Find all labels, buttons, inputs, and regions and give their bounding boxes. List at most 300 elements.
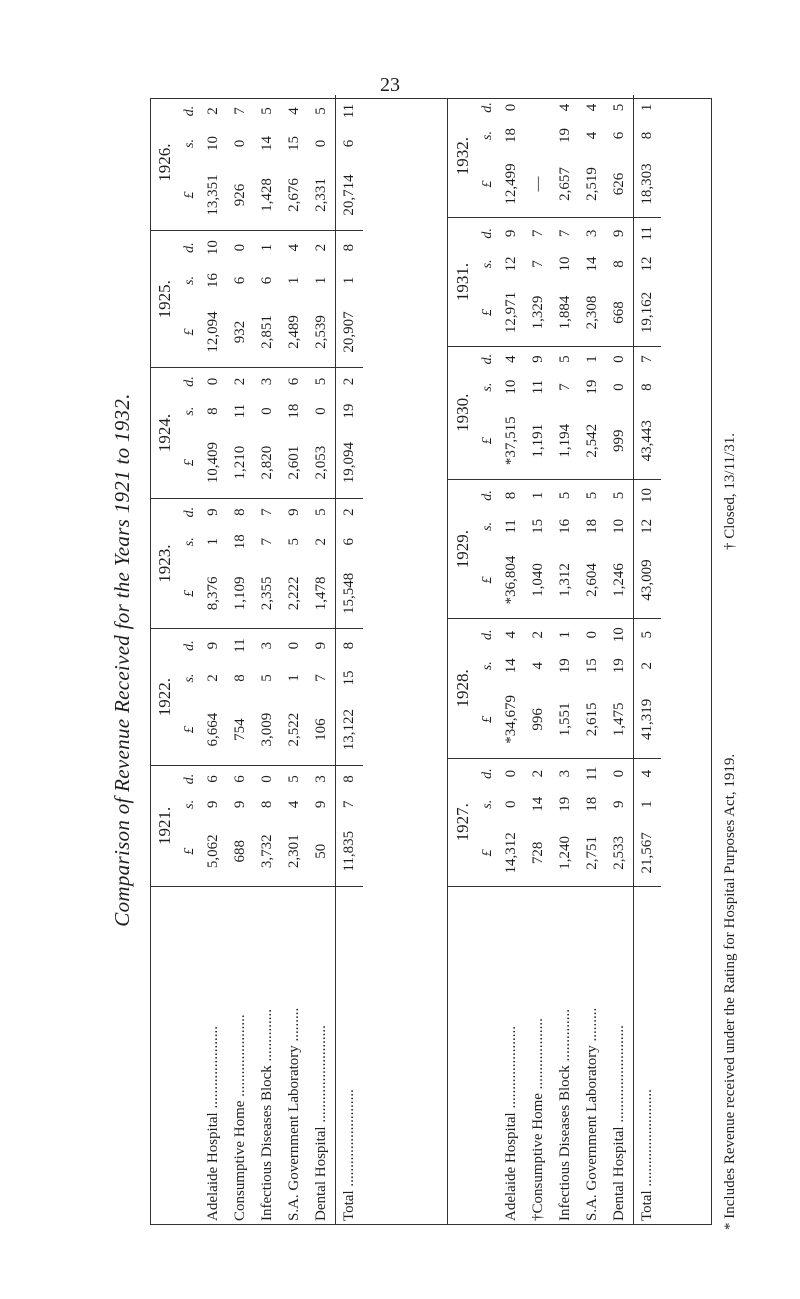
unit-header-pence: d.	[182, 242, 197, 253]
cell-pounds: 3,009	[254, 694, 281, 765]
cell-pence: 4	[584, 103, 600, 112]
cell-pence: 5	[259, 107, 275, 115]
cell-pounds: 668	[606, 279, 634, 346]
cell-shillings: 6	[611, 131, 627, 140]
unit-header-pounds: £	[478, 542, 498, 619]
cell-pounds: 1,475	[606, 681, 634, 758]
cell-pounds: 11,835	[336, 816, 364, 886]
cell-pounds: 1,040	[525, 542, 552, 619]
cell-pence: 7	[557, 229, 573, 238]
cell-shillings: 8	[634, 372, 662, 403]
cell-pence: 6	[286, 377, 302, 386]
footnote-rating-act: * Includes Revenue received under the Rating for Hospital Purposes Act, 1919.	[722, 753, 738, 1230]
cell-shillings: 0	[232, 139, 248, 148]
cell-pence: 9	[611, 229, 627, 238]
cell-pounds: 2,331	[308, 160, 336, 231]
cell-pounds: 2,522	[281, 694, 308, 765]
cell-pence: 0	[286, 641, 302, 650]
cell-shillings: 19	[557, 127, 573, 143]
cell-pence: 0	[503, 103, 519, 112]
cell-pence: 3	[313, 775, 329, 783]
unit-header-pence: d.	[182, 376, 197, 387]
cell-pounds: 19,094	[336, 428, 364, 499]
cell-pounds: *36,804	[498, 542, 525, 619]
cell-pounds: 12,499	[498, 151, 525, 218]
unit-header-pounds: £	[478, 403, 498, 480]
cell-pounds: 2,308	[579, 279, 606, 346]
cell-pounds: 1,551	[552, 681, 579, 758]
unit-header-shillings: s.	[480, 521, 495, 531]
cell-pounds: 18,303	[634, 151, 662, 218]
cell-shillings: 10	[503, 379, 519, 395]
row-label: Dental Hospital ..........................	[313, 1025, 329, 1221]
unit-header-shillings: s.	[480, 661, 495, 671]
cell-shillings: 0	[503, 800, 519, 809]
cell-shillings: 15	[584, 658, 600, 674]
cell-pounds: 14,312	[498, 820, 525, 887]
cell-pence: 1	[584, 355, 600, 363]
unit-header-pence: d.	[480, 768, 495, 779]
cell-pounds: 1,428	[254, 160, 281, 231]
unit-header-pounds: £	[180, 297, 200, 368]
cell-pence: 5	[611, 103, 627, 112]
cell-pounds: 20,907	[336, 297, 364, 368]
cell-shillings: 18	[286, 403, 302, 419]
cell-pounds: 2,539	[308, 297, 336, 368]
cell-pence	[525, 95, 552, 120]
table-row	[227, 95, 254, 1225]
unit-header-shillings: s.	[182, 276, 197, 285]
cell-pence: 1	[259, 243, 275, 252]
cell-pounds: 1,246	[606, 542, 634, 619]
cell-pounds: 12,094	[200, 297, 227, 368]
row-label: S.A. Government Laboratory .........	[584, 1007, 600, 1221]
year-header: 1929.	[448, 479, 478, 618]
cell-shillings: 11	[530, 379, 546, 395]
cell-pounds: 10,409	[200, 428, 227, 499]
cell-shillings: 1	[286, 674, 302, 682]
cell-shillings: 4	[286, 800, 302, 809]
cell-shillings: 8	[259, 800, 275, 809]
year-header: 1925.	[150, 231, 180, 368]
cell-shillings: 2	[313, 538, 329, 546]
cell-shillings: 12	[634, 511, 662, 542]
cell-pounds: 2,676	[281, 160, 308, 231]
unit-header-pounds: £	[180, 428, 200, 499]
unit-header-shillings: s.	[182, 537, 197, 547]
cell-pence: 7	[259, 508, 275, 516]
year-header: 1931.	[448, 218, 478, 346]
cell-shillings: 16	[205, 272, 221, 288]
cell-pence: 0	[611, 355, 627, 363]
cell-pence: 0	[584, 631, 600, 639]
cell-shillings: 19	[611, 658, 627, 674]
cell-pence: 2	[336, 368, 364, 395]
cell-pence: 0	[205, 377, 221, 386]
cell-shillings: 12	[634, 249, 662, 280]
cell-shillings: 19	[557, 796, 573, 812]
cell-pounds: 754	[227, 694, 254, 765]
cell-pounds: 43,443	[634, 403, 662, 480]
year-header-row	[448, 95, 478, 1225]
cell-pence: 4	[286, 107, 302, 115]
unit-header-pence: d.	[182, 506, 197, 518]
year-header: 1926.	[150, 95, 180, 231]
row-label: Total ..........................	[336, 887, 364, 1226]
unit-header-shillings: s.	[182, 406, 197, 416]
cell-pence: 5	[313, 508, 329, 516]
cell-pounds: 2,751	[579, 820, 606, 887]
cell-shillings: 1	[286, 276, 302, 285]
cell-pounds: 1,240	[552, 820, 579, 887]
cell-pence: 2	[232, 377, 248, 386]
unit-header-shillings: s.	[480, 130, 495, 140]
units-header-row	[478, 95, 498, 1225]
unit-header-pence: d.	[480, 102, 495, 113]
cell-pounds: 15,548	[336, 558, 364, 629]
year-header: 1922.	[150, 629, 180, 765]
cell-pounds: 13,122	[336, 694, 364, 765]
unit-header-shillings: s.	[480, 382, 495, 392]
row-label: †Consumptive Home ...................	[530, 1018, 546, 1221]
cell-shillings: 18	[503, 127, 519, 143]
row-label: S.A. Government Laboratory .........	[286, 1007, 302, 1221]
cell-pounds: 999	[606, 403, 634, 480]
unit-header-pounds: £	[478, 151, 498, 218]
cell-pence: 2	[530, 769, 546, 778]
cell-pence: 5	[584, 491, 600, 500]
cell-pence: 8	[336, 629, 364, 662]
cell-pounds: 12,971	[498, 279, 525, 346]
cell-shillings: 10	[611, 518, 627, 534]
cell-pence: 9	[205, 641, 221, 650]
label-units-spacer	[180, 887, 200, 1226]
cell-pence: 7	[634, 346, 662, 372]
cell-pence: 3	[259, 377, 275, 386]
cell-shillings: 1	[336, 264, 364, 297]
unit-header-pounds: £	[180, 694, 200, 765]
cell-pence: 6	[205, 775, 221, 783]
cell-shillings: 11	[503, 519, 519, 534]
cell-pence: 11	[584, 766, 600, 781]
cell-pounds: 106	[308, 694, 336, 765]
cell-shillings: 19	[557, 658, 573, 674]
cell-pence: 4	[503, 355, 519, 363]
cell-shillings: 4	[584, 131, 600, 140]
cell-pounds: 996	[525, 681, 552, 758]
cell-shillings	[525, 120, 552, 151]
cell-shillings: 8	[205, 407, 221, 415]
cell-shillings: 7	[259, 538, 275, 546]
cell-shillings: 10	[557, 256, 573, 272]
cell-shillings: 8	[611, 260, 627, 268]
year-header: 1930.	[448, 346, 478, 479]
cell-shillings: 0	[259, 407, 275, 415]
cell-pence: 0	[232, 243, 248, 252]
cell-pounds: 1,312	[552, 542, 579, 619]
cell-pounds: 2,657	[552, 151, 579, 218]
cell-shillings: 2	[634, 650, 662, 681]
cell-pounds: 2,542	[579, 403, 606, 480]
cell-pounds: 21,567	[634, 820, 662, 887]
cell-shillings: 14	[584, 256, 600, 272]
cell-pence: 4	[557, 103, 573, 112]
cell-pence: 2	[530, 631, 546, 639]
cell-pounds: 2,601	[281, 428, 308, 499]
label-header-spacer	[448, 887, 478, 1226]
cell-pounds: 932	[227, 297, 254, 368]
cell-pence: 3	[557, 769, 573, 778]
row-label: Consumptive Home ......................	[232, 1014, 248, 1221]
cell-shillings: 6	[232, 276, 248, 285]
cell-shillings: 5	[286, 538, 302, 546]
unit-header-shillings: s.	[182, 799, 197, 809]
cell-pence: 1	[634, 95, 662, 120]
cell-pounds: 1,884	[552, 279, 579, 346]
cell-pence: 8	[336, 765, 364, 792]
cell-pounds: 13,351	[200, 160, 227, 231]
unit-header-pence: d.	[480, 353, 495, 365]
revenue-table-1927-1932	[448, 95, 661, 1225]
cell-pence: 4	[634, 758, 662, 789]
cell-pounds: 1,210	[227, 428, 254, 499]
cell-shillings: 2	[205, 674, 221, 682]
cell-pounds: 1,329	[525, 279, 552, 346]
cell-pounds: 2,519	[579, 151, 606, 218]
cell-pence: 2	[313, 243, 329, 252]
revenue-table-1921-1926	[150, 95, 363, 1225]
row-label: Adelaide Hospital ......................	[503, 1026, 519, 1221]
table-row	[525, 95, 552, 1225]
cell-pounds: 2,053	[308, 428, 336, 499]
cell-pence: 8	[503, 491, 519, 500]
unit-header-pounds: £	[478, 820, 498, 887]
cell-pounds: 2,489	[281, 297, 308, 368]
cell-shillings: 8	[634, 120, 662, 151]
row-label: Total ..........................	[634, 887, 662, 1226]
cell-pence: 9	[503, 229, 519, 238]
cell-pounds: *37,515	[498, 403, 525, 480]
cell-pence: 11	[336, 95, 364, 127]
cell-pounds: 926	[227, 160, 254, 231]
unit-header-pence: d.	[480, 228, 495, 239]
cell-pence: 10	[611, 627, 627, 643]
cell-pounds: 3,732	[254, 816, 281, 886]
cell-shillings: 16	[557, 518, 573, 534]
cell-pence: 3	[259, 641, 275, 650]
cell-shillings: 7	[313, 674, 329, 682]
cell-shillings: 1	[205, 538, 221, 546]
cell-pence: 0	[611, 769, 627, 778]
cell-shillings: 1	[313, 276, 329, 285]
row-label: Dental Hospital ..........................	[611, 1025, 627, 1221]
cell-pounds: 1,194	[552, 403, 579, 480]
year-header: 1923.	[150, 498, 180, 629]
cell-pounds: 2,615	[579, 681, 606, 758]
table-row	[552, 95, 579, 1225]
unit-header-pounds: £	[478, 681, 498, 758]
footnote-closed: † Closed, 13/11/31.	[722, 433, 738, 550]
cell-pence: 4	[286, 243, 302, 252]
page-title: Comparison of Revenue Received for the Years 1921 to 1932.	[110, 393, 134, 927]
rotated-table-page	[110, 70, 790, 1250]
cell-pence: 1	[557, 631, 573, 639]
cell-pounds: 1,478	[308, 558, 336, 629]
cell-shillings: 6	[259, 276, 275, 285]
cell-shillings: 18	[584, 518, 600, 534]
cell-shillings: 10	[205, 135, 221, 151]
table-row	[281, 95, 308, 1225]
page-number: 23	[380, 74, 400, 96]
cell-pence: 11	[634, 218, 662, 249]
cell-pence: 11	[232, 638, 248, 653]
cell-pounds: 2,301	[281, 816, 308, 886]
total-row	[336, 95, 364, 1225]
cell-pence: 9	[313, 641, 329, 650]
cell-pence: 5	[634, 619, 662, 651]
cell-pence: 7	[232, 107, 248, 115]
cell-pence: 5	[313, 107, 329, 115]
cell-pence: 5	[611, 491, 627, 500]
table-row	[579, 95, 606, 1225]
cell-pounds: 19,162	[634, 279, 662, 346]
cell-shillings: 0	[313, 139, 329, 148]
total-row	[634, 95, 662, 1225]
table-row	[498, 95, 525, 1225]
cell-pence: 5	[286, 775, 302, 783]
cell-pence: 0	[503, 769, 519, 778]
cell-pence: 5	[557, 491, 573, 500]
cell-shillings: 6	[336, 525, 364, 558]
unit-header-pounds: £	[180, 558, 200, 629]
cell-pence: 9	[205, 508, 221, 516]
cell-shillings: 14	[530, 796, 546, 812]
cell-shillings: 8	[232, 674, 248, 682]
cell-shillings: 1	[634, 789, 662, 820]
units-header-row	[180, 95, 200, 1225]
cell-shillings: 19	[584, 379, 600, 395]
cell-pounds: 1,191	[525, 403, 552, 480]
unit-header-pounds: £	[478, 279, 498, 346]
unit-header-pounds: £	[180, 160, 200, 231]
table-row	[606, 95, 634, 1225]
cell-pounds: 2,533	[606, 820, 634, 887]
table-row	[254, 95, 281, 1225]
unit-header-shillings: s.	[182, 138, 197, 148]
unit-header-shillings: s.	[182, 673, 197, 683]
unit-header-pence: d.	[182, 105, 197, 117]
cell-shillings: 0	[611, 383, 627, 391]
table-row	[200, 95, 227, 1225]
cell-pounds: 626	[606, 151, 634, 218]
cell-pence: 8	[232, 508, 248, 516]
cell-pence: 2	[205, 107, 221, 115]
cell-shillings: 12	[503, 256, 519, 272]
cell-shillings: 9	[313, 800, 329, 809]
cell-shillings: 19	[336, 395, 364, 428]
label-header-spacer	[150, 887, 180, 1226]
cell-pence: 6	[232, 775, 248, 783]
cell-shillings: 18	[232, 534, 248, 550]
row-label: Infectious Diseases Block ..............	[557, 1008, 573, 1221]
cell-shillings: 18	[584, 796, 600, 812]
cell-pounds: 688	[227, 816, 254, 886]
cell-pounds: 43,009	[634, 542, 662, 619]
year-header-row	[150, 95, 180, 1225]
cell-shillings: 4	[530, 661, 546, 670]
cell-shillings: 11	[232, 403, 248, 419]
cell-pounds: —	[525, 151, 552, 218]
cell-pounds: 20,714	[336, 160, 364, 231]
cell-shillings: 5	[259, 674, 275, 682]
cell-pounds: 2,222	[281, 558, 308, 629]
cell-pence: 3	[584, 229, 600, 238]
cell-pounds: 1,109	[227, 558, 254, 629]
cell-pence: 7	[530, 229, 546, 238]
cell-pence: 4	[503, 631, 519, 639]
cell-shillings: 15	[286, 135, 302, 151]
year-header: 1928.	[448, 619, 478, 758]
cell-shillings: 7	[530, 260, 546, 268]
cell-shillings: 15	[336, 662, 364, 695]
cell-shillings: 6	[336, 127, 364, 160]
unit-header-pence: d.	[480, 490, 495, 501]
unit-header-pounds: £	[180, 816, 200, 886]
cell-pounds: 8,376	[200, 558, 227, 629]
cell-shillings: 7	[336, 792, 364, 816]
unit-header-shillings: s.	[480, 259, 495, 269]
cell-pence: 9	[286, 508, 302, 516]
cell-pounds: 728	[525, 820, 552, 887]
cell-shillings: 0	[313, 407, 329, 415]
cell-shillings: 9	[232, 800, 248, 809]
cell-pounds: 2,851	[254, 297, 281, 368]
cell-pounds: 5,062	[200, 816, 227, 886]
cell-pounds: 2,355	[254, 558, 281, 629]
unit-header-shillings: s.	[480, 799, 495, 809]
cell-pence: 0	[259, 775, 275, 783]
unit-header-pence: d.	[182, 773, 197, 785]
cell-pence: 8	[336, 231, 364, 264]
cell-shillings: 15	[530, 518, 546, 534]
row-label: Adelaide Hospital ......................	[205, 1026, 221, 1221]
unit-header-pence: d.	[182, 640, 197, 651]
row-label: Infectious Diseases Block ..............	[259, 1008, 275, 1221]
cell-pounds: 2,604	[579, 542, 606, 619]
cell-shillings: 7	[557, 383, 573, 391]
year-header: 1921.	[150, 765, 180, 886]
cell-pence: 9	[530, 355, 546, 363]
cell-pounds: 6,664	[200, 694, 227, 765]
year-header: 1927.	[448, 758, 478, 886]
label-units-spacer	[478, 887, 498, 1226]
cell-shillings: 14	[503, 658, 519, 674]
cell-pounds: 2,820	[254, 428, 281, 499]
cell-pence: 10	[205, 240, 221, 256]
cell-shillings: 9	[205, 800, 221, 809]
unit-header-pence: d.	[480, 629, 495, 640]
cell-pence: 5	[557, 355, 573, 363]
cell-shillings: 14	[259, 135, 275, 151]
cell-pounds: 50	[308, 816, 336, 886]
cell-pence: 5	[313, 377, 329, 386]
cell-shillings: 9	[611, 800, 627, 809]
table-row	[308, 95, 336, 1225]
cell-pounds: *34,679	[498, 681, 525, 758]
cell-pence: 2	[336, 498, 364, 525]
year-header: 1924.	[150, 368, 180, 499]
year-header: 1932.	[448, 95, 478, 218]
